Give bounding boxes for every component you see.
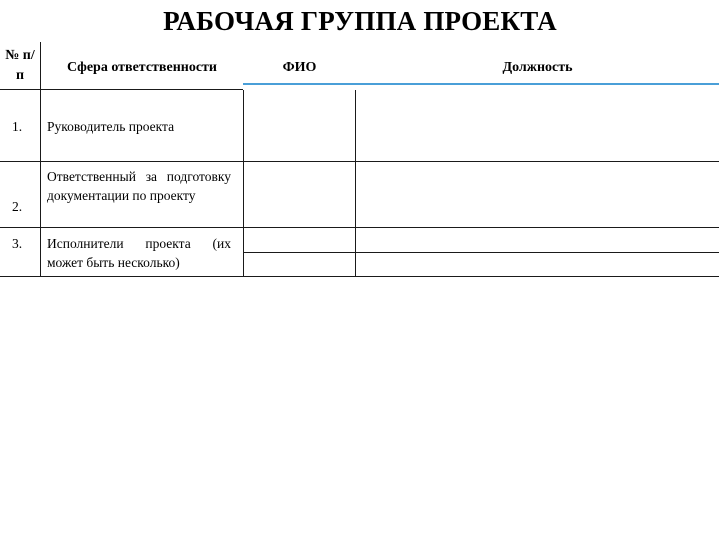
header-sphere: Сфера ответственности <box>67 60 217 75</box>
project-team-table <box>0 42 719 277</box>
page-title: РАБОЧАЯ ГРУППА ПРОЕКТА <box>163 6 557 36</box>
header-divider <box>243 83 719 85</box>
row-1-bottom-border <box>0 161 719 162</box>
row-1-number: 1. <box>12 119 23 134</box>
header-bottom-border <box>0 89 243 90</box>
row-3-subdivider <box>243 252 719 253</box>
column-divider-3 <box>355 90 356 277</box>
row-2-bottom-border <box>0 227 719 228</box>
header-fio: ФИО <box>282 60 317 75</box>
row-1-sphere: Руководитель проекта <box>47 119 175 134</box>
column-divider-2 <box>243 90 244 277</box>
row-3-number: 3. <box>12 236 23 251</box>
header-position: Должность <box>502 60 573 75</box>
header-number: № п/п <box>5 48 35 83</box>
row-2-number: 2. <box>12 199 23 214</box>
row-2-sphere: Ответственный за подготовку документации по проекту <box>47 169 231 203</box>
table-bottom-border <box>0 276 719 277</box>
row-3-sphere: Исполнители проекта (их может быть несколько) <box>47 236 231 270</box>
